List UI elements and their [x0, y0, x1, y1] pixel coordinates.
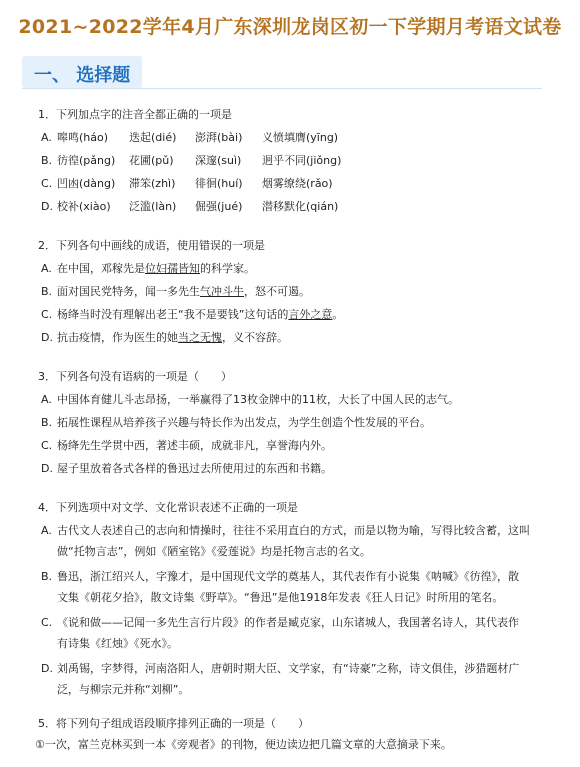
question-stem-text: 1．下列加点字的注音全都正确的一项是: [38, 108, 232, 121]
question-4-option-c-continued: 有诗集《红烛》《死水》。: [57, 637, 178, 650]
option-letter: C.: [41, 439, 53, 452]
question-2-option-c[interactable]: [41, 308, 343, 322]
question-stem-text: 5．将下列句子组成语段顺序排列正确的一项是（ ）: [38, 717, 309, 730]
option-letter: C.: [41, 616, 53, 629]
document-title: 2021~2022学年4月广东深圳龙岗区初一下学期月考语文试卷: [18, 16, 562, 38]
question-3-stem: [38, 370, 232, 384]
option-letter: B.: [41, 416, 53, 429]
option-text: 拓展性课程从培养孩子兴趣与特长作为出发点，为学生创造个性发展的平台。: [57, 416, 431, 429]
option-word: 校补(xiào): [57, 200, 111, 213]
option-word: 潜移默化(qián): [262, 200, 339, 213]
option-word: 彷徨(pǎng): [57, 154, 116, 167]
option-letter: C.: [41, 177, 53, 190]
option-word: 迥乎不同(jiǒng): [262, 154, 342, 167]
section-label: 一、 选择题: [34, 65, 131, 86]
option-word: 凹凼(dàng): [57, 177, 116, 190]
option-word: 倔强(jué): [195, 200, 243, 213]
question-4-option-d[interactable]: [41, 662, 519, 676]
option-word: 徘徊(huí): [195, 177, 243, 190]
option-text: 中国体育健儿斗志昂扬，一举赢得了13枚金牌中的11枚，大长了中国人民的志气。: [57, 393, 459, 406]
question-3-option-c[interactable]: [41, 439, 332, 453]
option-letter: A.: [41, 262, 52, 275]
option-text: 《说和做——记闻一多先生言行片段》的作者是臧克家，山东诸城人，我国著名诗人，其代表作: [57, 616, 519, 629]
option-word: 迭起(dié): [129, 131, 177, 144]
question-3-option-a[interactable]: [41, 393, 459, 407]
question-stem-text: 3．下列各句没有语病的一项是（ ）: [38, 370, 232, 383]
option-text: 鲁迅，浙江绍兴人，字豫才，是中国现代文学的奠基人，其代表作有小说集《呐喊》《彷徨》，散: [57, 570, 519, 583]
option-letter: D.: [41, 462, 53, 475]
option-letter: B.: [41, 285, 53, 298]
option-letter: D.: [41, 200, 53, 213]
option-word: 澎湃(bài): [195, 131, 243, 144]
option-text: 。: [332, 308, 344, 321]
underlined-idiom: 位妇孺皆知: [145, 262, 200, 275]
option-text: ，怒不可遏。: [244, 285, 310, 298]
question-4-option-a-continued: 做“托物言志”，例如《陋室铭》《爱莲说》均是托物言志的名文。: [57, 545, 371, 558]
underlined-idiom: 言外之意: [288, 308, 333, 321]
section-divider: [22, 88, 542, 89]
question-4-option-b[interactable]: [41, 570, 519, 584]
question-2-stem: [38, 239, 265, 253]
option-text: 屋子里放着各式各样的鲁迅过去所使用过的东西和书籍。: [57, 462, 332, 475]
option-letter: D.: [41, 662, 53, 675]
option-text: 杨绛当时没有理解出老王“我不是要钱”这句话的: [57, 308, 289, 321]
option-word: 烟雾缭绕(rǎo): [262, 177, 333, 190]
option-text: 在中国，邓稼先是: [57, 262, 145, 275]
question-stem-text: 2．下列各句中画线的成语，使用错误的一项是: [38, 239, 265, 252]
option-word: 泛滥(làn): [129, 200, 177, 213]
option-word: 花圃(pǔ): [129, 154, 174, 167]
option-text: 抗击疫情，作为医生的她: [57, 331, 178, 344]
option-word: 深邃(suì): [195, 154, 242, 167]
option-word: 滞笨(zhì): [129, 177, 176, 190]
question-5-stem: [38, 717, 309, 731]
question-4-option-a[interactable]: [41, 524, 530, 538]
option-letter: A.: [41, 524, 52, 537]
question-3-option-b[interactable]: [41, 416, 431, 430]
option-text: 的科学家。: [200, 262, 255, 275]
option-letter: A.: [41, 393, 52, 406]
question-2-option-a[interactable]: [41, 262, 255, 276]
option-letter: B.: [41, 570, 53, 583]
option-word: 嗥鸣(háo): [57, 131, 109, 144]
question-3-option-d[interactable]: [41, 462, 332, 476]
section-heading: [22, 56, 142, 88]
option-letter: B.: [41, 154, 53, 167]
option-letter: D.: [41, 331, 53, 344]
option-text: 古代文人表述自己的志向和情操时，往往不采用直白的方式，而是以物为喻，写得比较含蓄，这叫: [57, 524, 530, 537]
question-2-option-d[interactable]: [41, 331, 288, 345]
question-4-option-c[interactable]: [41, 616, 519, 630]
question-4-option-b-continued: 文集《朝花夕拾》，散文诗集《野草》。“鲁迅”是他1918年发表《狂人日记》时所用的笔名。: [57, 591, 504, 604]
option-text: ，义不容辞。: [222, 331, 288, 344]
question-5-sentence-1: ①一次，富兰克林买到一本《旁观者》的刊物，便边读边把几篇文章的大意摘录下来。: [35, 738, 452, 751]
underlined-idiom: 气冲斗牛: [200, 285, 244, 298]
option-text: 刘禹锡，字梦得，河南洛阳人，唐朝时期大臣、文学家，有“诗豪”之称，诗文俱佳，涉猎题材广: [57, 662, 520, 675]
question-stem-text: 4．下列选项中对文学、文化常识表述不正确的一项是: [38, 501, 298, 514]
option-letter: A.: [41, 131, 52, 144]
option-letter: C.: [41, 308, 53, 321]
option-text: 面对国民党特务，闻一多先生: [57, 285, 200, 298]
question-2-option-b[interactable]: [41, 285, 310, 299]
option-text: 杨绛先生学贯中西，著述丰硕，成就非凡，享誉海内外。: [57, 439, 332, 452]
underlined-idiom: 当之无愧: [178, 331, 222, 344]
question-4-stem: [38, 501, 298, 515]
question-4-option-d-continued: 泛，与柳宗元并称“刘柳”。: [57, 683, 190, 696]
option-word: 义愤填膺(yīng): [262, 131, 339, 144]
question-1-stem: [38, 108, 232, 122]
